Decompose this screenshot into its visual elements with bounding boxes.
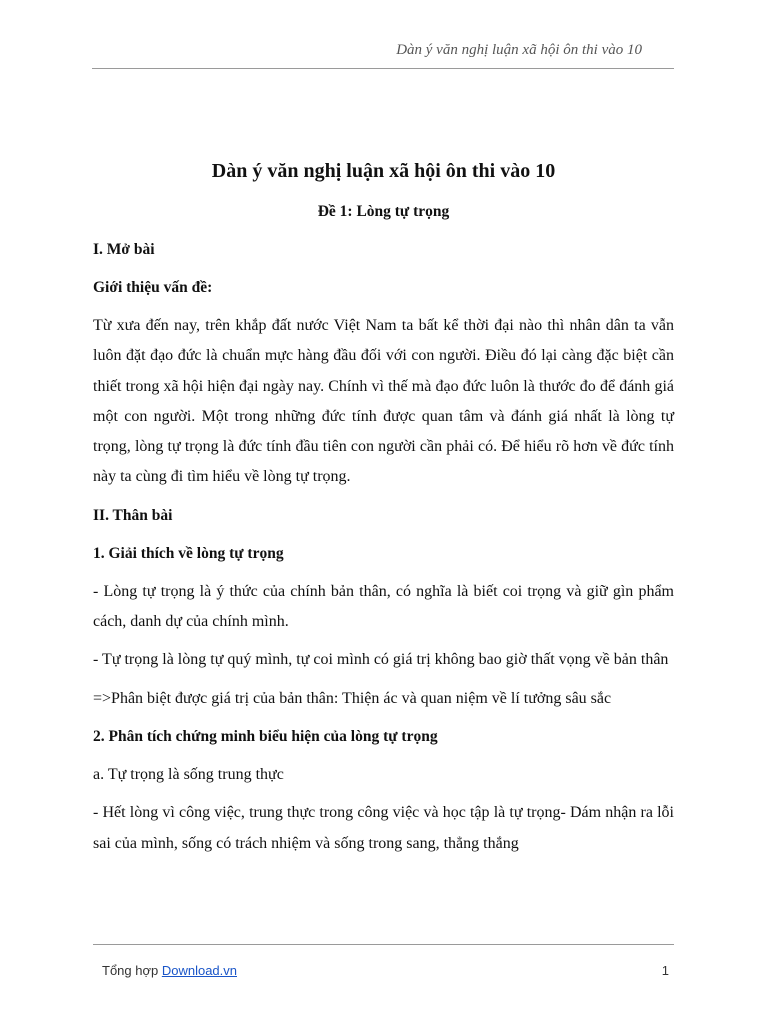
- page-number: 1: [661, 963, 669, 978]
- page-content: [93, 157, 674, 867]
- download-link[interactable]: Download.vn: [161, 963, 237, 978]
- paragraph-conclusion-arrow: =>Phân biệt được giá trị của bản thân: Thiện ác và quan niệm về lí tưởng sâu sắc: [93, 689, 612, 707]
- page-header: [92, 40, 674, 69]
- paragraph-definition: - Lòng tự trọng là ý thức của chính bản thân, có nghĩa là biết coi trọng và giữ gìn phẩm cách, danh dự của chính mình.: [93, 582, 674, 631]
- section-heading-intro: I. Mở bài: [93, 241, 155, 258]
- document-subtitle: Đề 1: Lòng tự trọng: [317, 203, 450, 220]
- footer-credit: [102, 963, 237, 978]
- footer-prefix: Tổng hợp: [102, 963, 162, 978]
- paragraph-honesty: a. Tự trọng là sống trung thực: [93, 765, 284, 783]
- subheading-analysis: 2. Phân tích chứng minh biểu hiện của lòng tự trọng: [93, 727, 438, 745]
- document-title: Dàn ý văn nghị luận xã hội ôn thi vào 10: [211, 160, 556, 182]
- section-heading-body: II. Thân bài: [93, 506, 173, 524]
- page-footer: [93, 944, 674, 995]
- paragraph-self-value: - Tự trọng là lòng tự quý mình, tự coi mình có giá trị không bao giờ thất vọng về bản thân: [93, 651, 669, 669]
- paragraph-dedication: - Hết lòng vì công việc, trung thực trong công việc và học tập là tự trọng- Dám nhận ra lỗi sai của mình, sống có trách nhiệm và sống trong sang, thẳng thắng: [93, 804, 674, 852]
- intro-paragraph: Từ xưa đến nay, trên khắp đất nước Việt Nam ta bất kể thời đại nào thì nhân dân ta vẫn luôn đặt đạo đức là chuẩn mực hàng đầu đối với con người. Điều đó lại càng đặc biệt cần thiết trong xã hội hiện đại ngày nay. Chính vì thế mà đạo đức luôn là thước đo để đánh giá một con người. Một trong những đức tính được quan tâm và đánh giá nhất là lòng tự trọng, lòng tự trọng là đức tính đầu tiên con người cần phải có. Để hiểu rõ hơn về đức tính này ta cùng đi tìm hiểu về lòng tự trọng.: [93, 317, 674, 486]
- running-title: Dàn ý văn nghị luận xã hội ôn thi vào 10: [396, 42, 642, 58]
- subheading-introduce-issue: Giới thiệu vấn đề:: [93, 279, 213, 296]
- subheading-explanation: 1. Giải thích về lòng tự trọng: [93, 544, 284, 562]
